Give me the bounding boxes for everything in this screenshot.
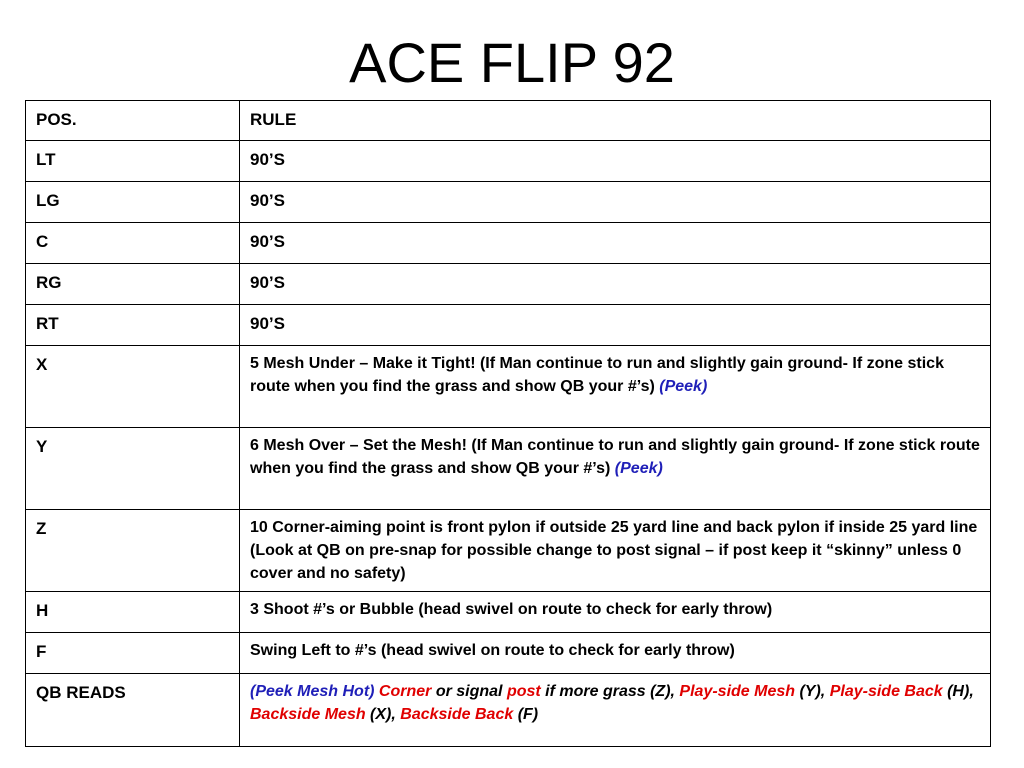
peek-tag: (Peek) — [659, 378, 708, 395]
table-row — [26, 182, 991, 223]
row-rule: 90’S — [240, 223, 991, 264]
table-row-qb-reads — [26, 674, 991, 747]
row-rule: 3 Shoot #’s or Bubble (head swivel on route to check for early throw) — [240, 592, 991, 633]
row-rule: 90’S — [240, 141, 991, 182]
table-row — [26, 592, 991, 633]
qb-read-segment: Corner — [374, 683, 436, 700]
table-row — [26, 305, 991, 346]
table-row — [26, 346, 991, 428]
table-row — [26, 633, 991, 674]
row-rule: 90’S — [240, 305, 991, 346]
row-pos: Y — [26, 428, 240, 510]
table-header-row — [26, 101, 991, 141]
row-pos: RT — [26, 305, 240, 346]
qb-read-segment: Backside Back — [400, 706, 514, 723]
row-pos: X — [26, 346, 240, 428]
table-row — [26, 141, 991, 182]
qb-read-segment: post — [506, 683, 541, 700]
row-pos: Z — [26, 510, 240, 592]
qb-read-segment: Backside Mesh — [250, 706, 366, 723]
row-rule: Swing Left to #’s (head swivel on route to check for early throw) — [240, 633, 991, 674]
table-row — [26, 264, 991, 305]
qb-read-segment: (X), — [365, 706, 401, 723]
row-pos: LG — [26, 182, 240, 223]
qb-read-segment: (Y), — [795, 683, 830, 700]
row-pos: F — [26, 633, 240, 674]
qb-reads-rule — [240, 674, 991, 747]
row-rule — [240, 346, 991, 428]
qb-read-segment: or signal — [435, 683, 507, 700]
rules-table — [25, 100, 991, 747]
slide-title: ACE FLIP 92 — [349, 31, 675, 94]
header-pos: POS. — [26, 101, 240, 141]
row-pos: C — [26, 223, 240, 264]
table-row — [26, 428, 991, 510]
row-rule: 90’S — [240, 182, 991, 223]
row-rule — [240, 428, 991, 510]
row-pos: QB READS — [26, 674, 240, 747]
rule-text: 5 Mesh Under – Make it Tight! (If Man continue to run and slightly gain ground- If zone stick route when you find the grass and show QB your #’s) — [250, 355, 944, 395]
qb-read-segment: Play-side Mesh — [679, 683, 796, 700]
row-rule: 90’S — [240, 264, 991, 305]
peek-tag: (Peek) — [614, 460, 663, 477]
qb-read-segment: Play-side Back — [829, 683, 943, 700]
qb-read-segment: if more grass (Z), — [540, 683, 680, 700]
table-row — [26, 223, 991, 264]
rule-text: 6 Mesh Over – Set the Mesh! (If Man continue to run and slightly gain ground- If zone stick route when you find the grass and show QB your #’s) — [250, 437, 980, 477]
header-rule: RULE — [240, 101, 991, 141]
table-row — [26, 510, 991, 592]
row-pos: LT — [26, 141, 240, 182]
row-rule: 10 Corner-aiming point is front pylon if outside 25 yard line and back pylon if inside 25 yard line (Look at QB on pre-snap for possible change to post signal – if post keep it “skinny” unless 0 cover and no safety) — [240, 510, 991, 592]
qb-read-segment: (F) — [513, 706, 539, 723]
row-pos: H — [26, 592, 240, 633]
qb-read-segment: (Peek Mesh Hot) — [250, 683, 375, 700]
qb-read-segment: (H), — [942, 683, 974, 700]
row-pos: RG — [26, 264, 240, 305]
